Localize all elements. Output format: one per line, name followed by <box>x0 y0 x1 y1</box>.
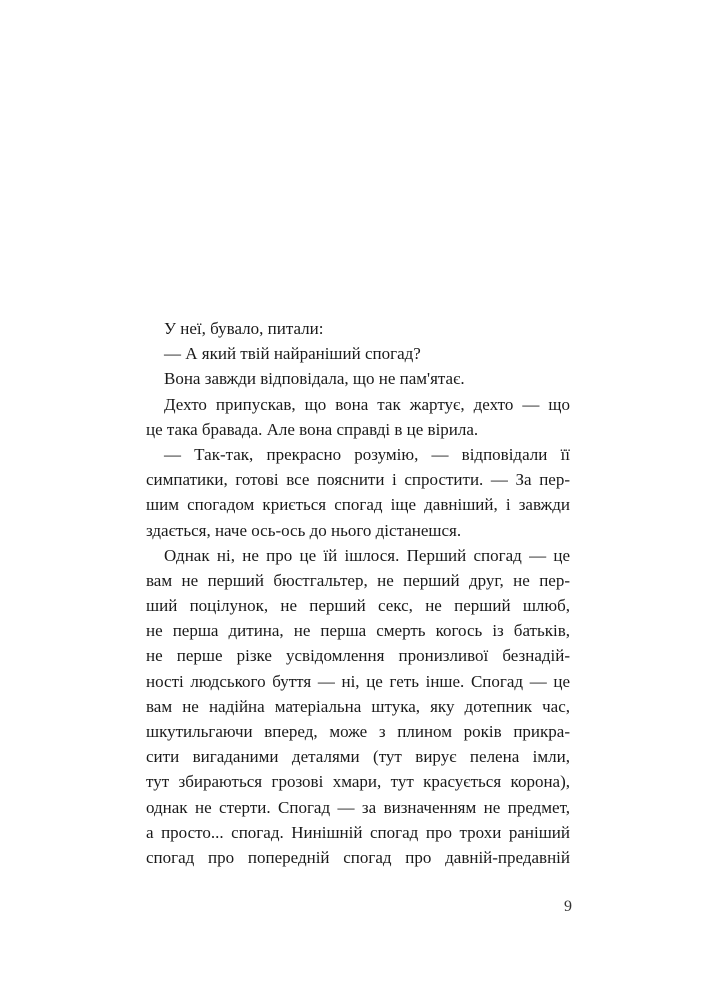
text-line: Вона завжди відповідала, що не пам'ятає. <box>164 369 465 389</box>
text-line: шкутильгаючи вперед, може з плином років прикра- <box>146 722 570 741</box>
paragraph <box>146 341 570 366</box>
paragraph <box>146 543 570 870</box>
text-line: тут збираються грозові хмари, тут красується корона), <box>146 772 570 792</box>
text-line: вам не перший бюстгальтер, не перший друг, не пер- <box>146 570 570 590</box>
text-line: вам не надійна матеріальна штука, яку дотепник час, <box>146 696 570 716</box>
text-line: — Так-так, прекрасно розумію, — відповідали її <box>164 444 570 464</box>
text-line: шим спогадом криється спогад іще давніший, і завжди <box>146 495 570 515</box>
text-line: У неї, бувало, питали: <box>164 319 324 338</box>
text-line: сити вигаданими деталями (тут вирує пелена імли, <box>146 747 570 767</box>
text-line: симпатики, готові все пояснити і спростити. — За пер- <box>146 470 570 490</box>
text-line: ності людського буття — ні, це геть інше. Спогад — це <box>146 671 570 691</box>
text-line: а просто... спогад. Нинішній спогад про трохи раніший <box>146 822 570 842</box>
paragraph <box>146 442 570 543</box>
text-line: Однак ні, не про це їй ішлося. Перший спогад — це <box>164 545 570 565</box>
paragraph <box>146 392 570 442</box>
body-text <box>146 316 570 870</box>
page-number: 9 <box>564 898 572 915</box>
text-line: Дехто припускав, що вона так жартує, дехто — що <box>164 394 570 414</box>
paragraph <box>146 316 570 341</box>
text-line: не перше різке усвідомлення пронизливої безнадій- <box>146 646 570 666</box>
paragraph <box>146 366 570 391</box>
text-line: однак не стерти. Спогад — за визначенням не предмет, <box>146 797 570 817</box>
text-line: ший поцілунок, не перший секс, не перший шлюб, <box>146 596 570 616</box>
text-line: здається, наче ось-ось до нього дістанешся. <box>146 520 462 540</box>
text-line: це така бравада. Але вона справді в це вірила. <box>146 419 479 439</box>
text-line: не перша дитина, не перша смерть когось із батьків, <box>146 621 570 641</box>
text-line: — А який твій найраніший спогад? <box>164 344 421 364</box>
text-line: спогад про попередній спогад про давній-предавній <box>146 847 570 867</box>
